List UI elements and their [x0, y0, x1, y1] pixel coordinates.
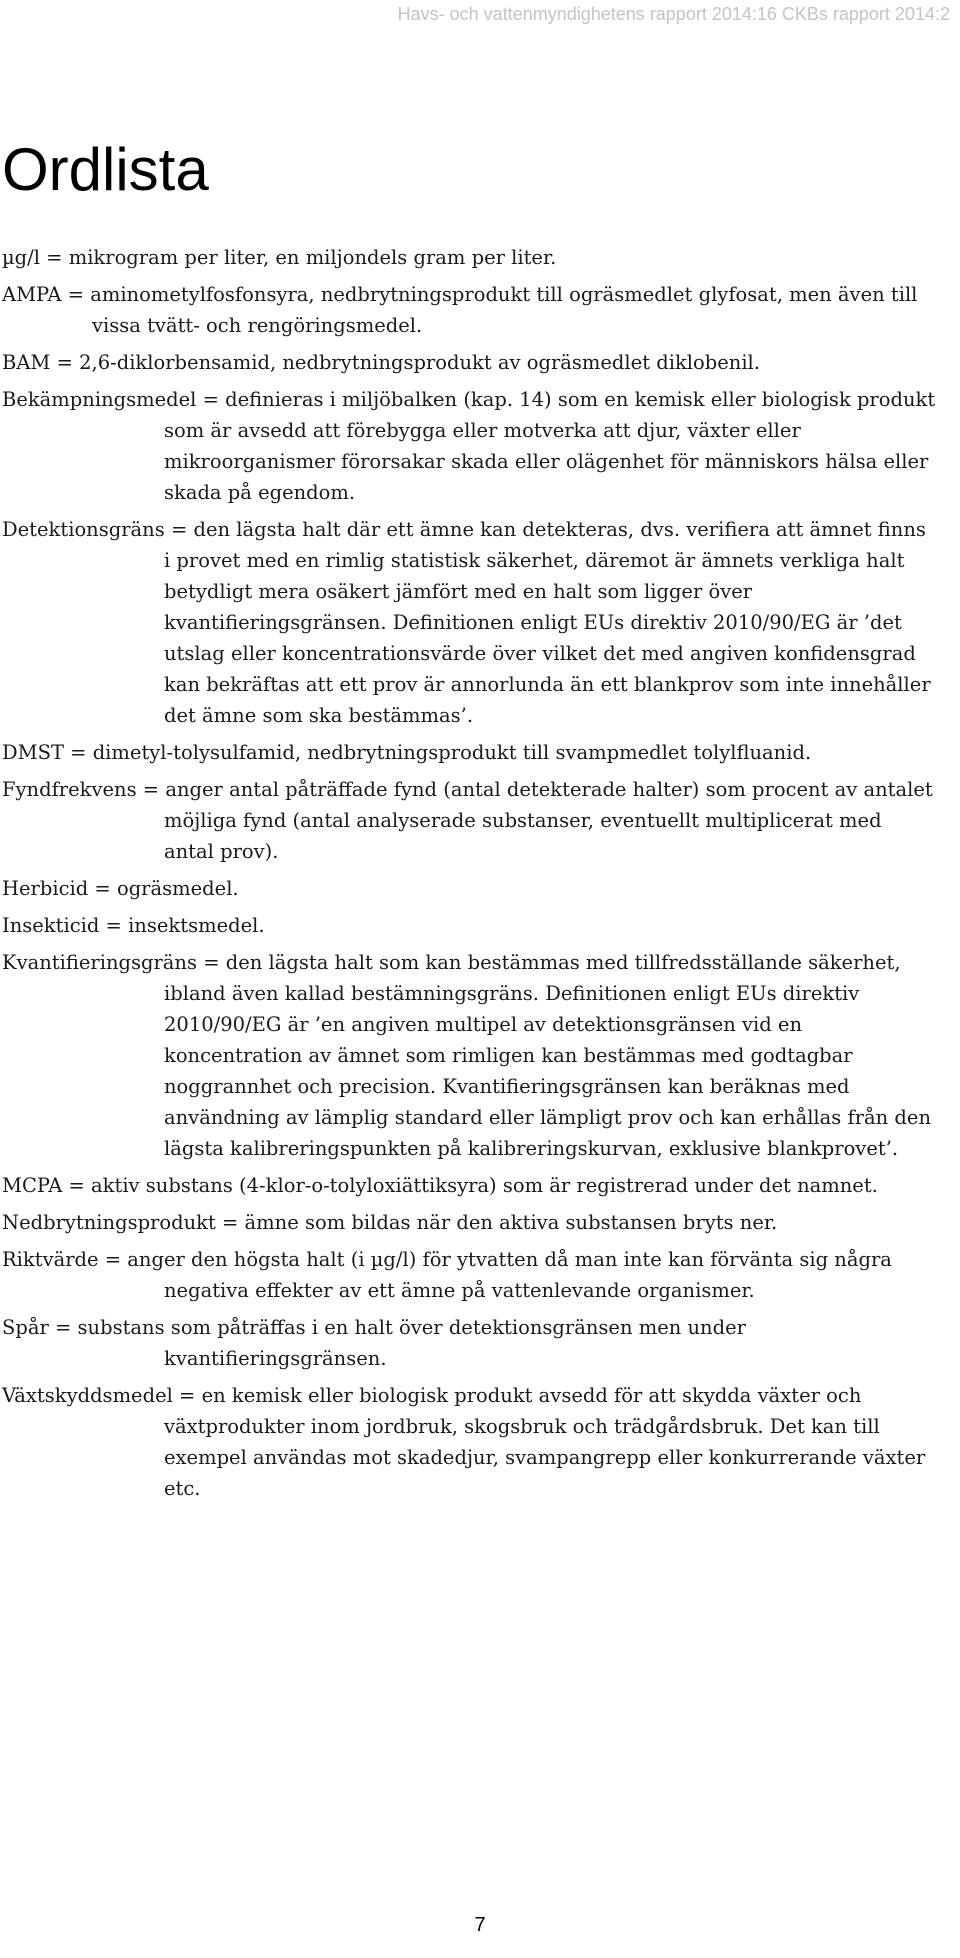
glossary-entry-nedbrytningsprodukt: Nedbrytningsprodukt = ämne som bildas när den aktiva substansen bryts ner. [2, 1211, 778, 1234]
glossary-entry-ampa: AMPA = aminometylfosfonsyra, nedbrytningsprodukt till ogräsmedlet glyfosat, men även till vissa tvätt- och rengöringsmedel. [2, 283, 918, 337]
glossary-list [2, 242, 937, 1510]
glossary-entry-spar: Spår = substans som påträffas i en halt över detektionsgränsen men under kvantifieringsgränsen. [2, 1316, 746, 1370]
glossary-entry-fyndfrekvens: Fyndfrekvens = anger antal påträffade fynd (antal detekterade halter) som procent av antalet möjliga fynd (antal analyserade substanser, eventuellt multiplicerat med antal prov). [2, 778, 933, 863]
page-title: Ordlista [2, 136, 209, 203]
glossary-entry-bam: BAM = 2,6-diklorbensamid, nedbrytningsprodukt av ogräsmedlet diklobenil. [2, 351, 760, 374]
glossary-entry-insekticid: Insekticid = insektsmedel. [2, 914, 265, 937]
page-number: 7 [474, 1914, 486, 1936]
glossary-entry-vaxtskyddsmedel: Växtskyddsmedel = en kemisk eller biologisk produkt avsedd för att skydda växter och växtprodukter inom jordbruk, skogsbruk och trädgårdsbruk. Det kan till exempel användas mot skadedjur, svampangrepp eller konkurrerande växter etc. [2, 1384, 926, 1500]
glossary-entry-bekampningsmedel: Bekämpningsmedel = definieras i miljöbalken (kap. 14) som en kemisk eller biologisk produkt som är avsedd att förebygga eller motverka att djur, växter eller mikroorganismer förorsakar skada eller olägenhet för människors hälsa eller skada på egendom. [2, 388, 936, 504]
glossary-entry-riktvarde: Riktvärde = anger den högsta halt (i µg/l) för ytvatten då man inte kan förvänta sig några negativa effekter av ett ämne på vattenlevande organismer. [2, 1248, 892, 1302]
glossary-entry-mcpa: MCPA = aktiv substans (4-klor-o-tolyloxiättiksyra) som är registrerad under det namnet. [2, 1174, 878, 1197]
glossary-entry-detektionsgrans: Detektionsgräns = den lägsta halt där ett ämne kan detekteras, dvs. verifiera att ämnet finns i provet med en rimlig statistisk säkerhet, däremot är ämnets verkliga halt betydligt mera osäkert jämfört med en halt som ligger över kvantifieringsgränsen. Definitionen enligt EUs direktiv 2010/90/EG är ’det utslag eller koncentrationsvärde över vilket det med angiven konfidensgrad kan bekräftas att ett prov är annorlunda än ett blankprov som inte innehåller det ämne som ska bestämmas’. [2, 518, 931, 727]
glossary-entry-ug-l: µg/l = mikrogram per liter, en miljondels gram per liter. [2, 246, 557, 269]
running-header: Havs- och vattenmyndighetens rapport 2014:16 CKBs rapport 2014:2 [397, 4, 950, 24]
glossary-entry-herbicid: Herbicid = ogräsmedel. [2, 877, 239, 900]
glossary-entry-kvantifieringsgrans: Kvantifieringsgräns = den lägsta halt som kan bestämmas med tillfredsställande säkerhet, ibland även kallad bestämningsgräns. Definitionen enligt EUs direktiv 2010/90/EG är ’en angiven multipel av detektionsgränsen vid en koncentration av ämnet som rimligen kan bestämmas med godtagbar noggrannhet och precision. Kvantifieringsgränsen kan beräknas med användning av lämplig standard eller lämpligt prov och kan erhållas från den lägsta kalibreringspunkten på kalibreringskurvan, exklusive blankprovet’. [2, 951, 932, 1160]
glossary-entry-dmst: DMST = dimetyl-tolysulfamid, nedbrytningsprodukt till svampmedlet tolylfluanid. [2, 741, 812, 764]
